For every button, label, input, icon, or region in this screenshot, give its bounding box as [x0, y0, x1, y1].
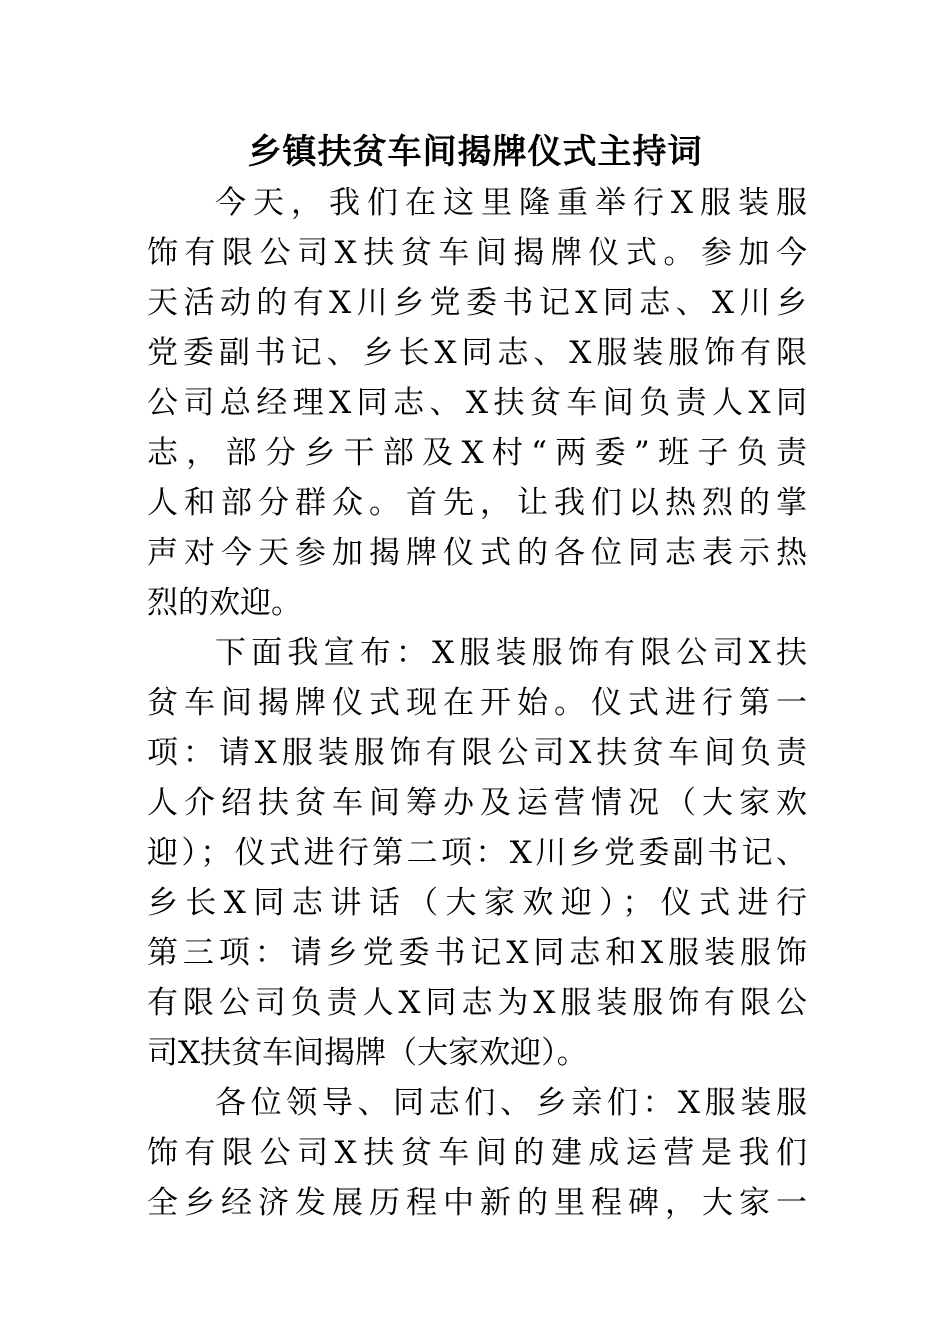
document-body [147, 178, 807, 1228]
paragraph-2-line-8: 有限公司负责人X同志为X服装服饰有限公 [147, 985, 807, 1021]
paragraph-1-line-8: 声对今天参加揭牌仪式的各位同志表示热 [147, 535, 807, 571]
document-title: 乡镇扶贫车间揭牌仪式主持词 [247, 132, 703, 172]
paragraph-2-line-9: 司X扶贫车间揭牌（大家欢迎）。 [147, 1035, 588, 1071]
paragraph-2-line-7: 第三项：请乡党委书记X同志和X服装服饰 [147, 935, 807, 971]
paragraph-1-line-7: 人和部分群众。首先，让我们以热烈的掌 [147, 485, 807, 521]
paragraph-2-line-3: 项：请X服装服饰有限公司X扶贫车间负责 [147, 735, 807, 771]
paragraph-3-line-3: 全乡经济发展历程中新的里程碑，大家一 [147, 1185, 807, 1221]
paragraph-1-line-3: 天活动的有X川乡党委书记X同志、X川乡 [147, 285, 807, 321]
paragraph-2-line-6: 乡长X同志讲话（大家欢迎）；仪式进行 [147, 885, 807, 921]
paragraph-1-line-4: 党委副书记、乡长X同志、X服装服饰有限 [147, 335, 807, 371]
paragraph-1-line-5: 公司总经理X同志、X扶贫车间负责人X同 [147, 385, 807, 421]
paragraph-2-line-4: 人介绍扶贫车间筹办及运营情况（大家欢 [147, 785, 807, 821]
paragraph-2-line-5: 迎）；仪式进行第二项：X川乡党委副书记、 [147, 835, 807, 871]
paragraph-1-line-2: 饰有限公司X扶贫车间揭牌仪式。参加今 [147, 235, 807, 271]
paragraph-3-line-1: 各位领导、同志们、乡亲们：X服装服 [215, 1085, 807, 1121]
paragraph-1-line-1: 今天，我们在这里隆重举行X服装服 [215, 185, 807, 221]
paragraph-3-line-2: 饰有限公司X扶贫车间的建成运营是我们 [147, 1135, 807, 1171]
paragraph-1-line-6: 志，部分乡干部及X村“两委”班子负责 [147, 435, 807, 471]
paragraph-1-line-9: 烈的欢迎。 [147, 585, 302, 621]
paragraph-2-line-2: 贫车间揭牌仪式现在开始。仪式进行第一 [147, 685, 807, 721]
paragraph-2-line-1: 下面我宣布：X服装服饰有限公司X扶 [215, 635, 807, 671]
